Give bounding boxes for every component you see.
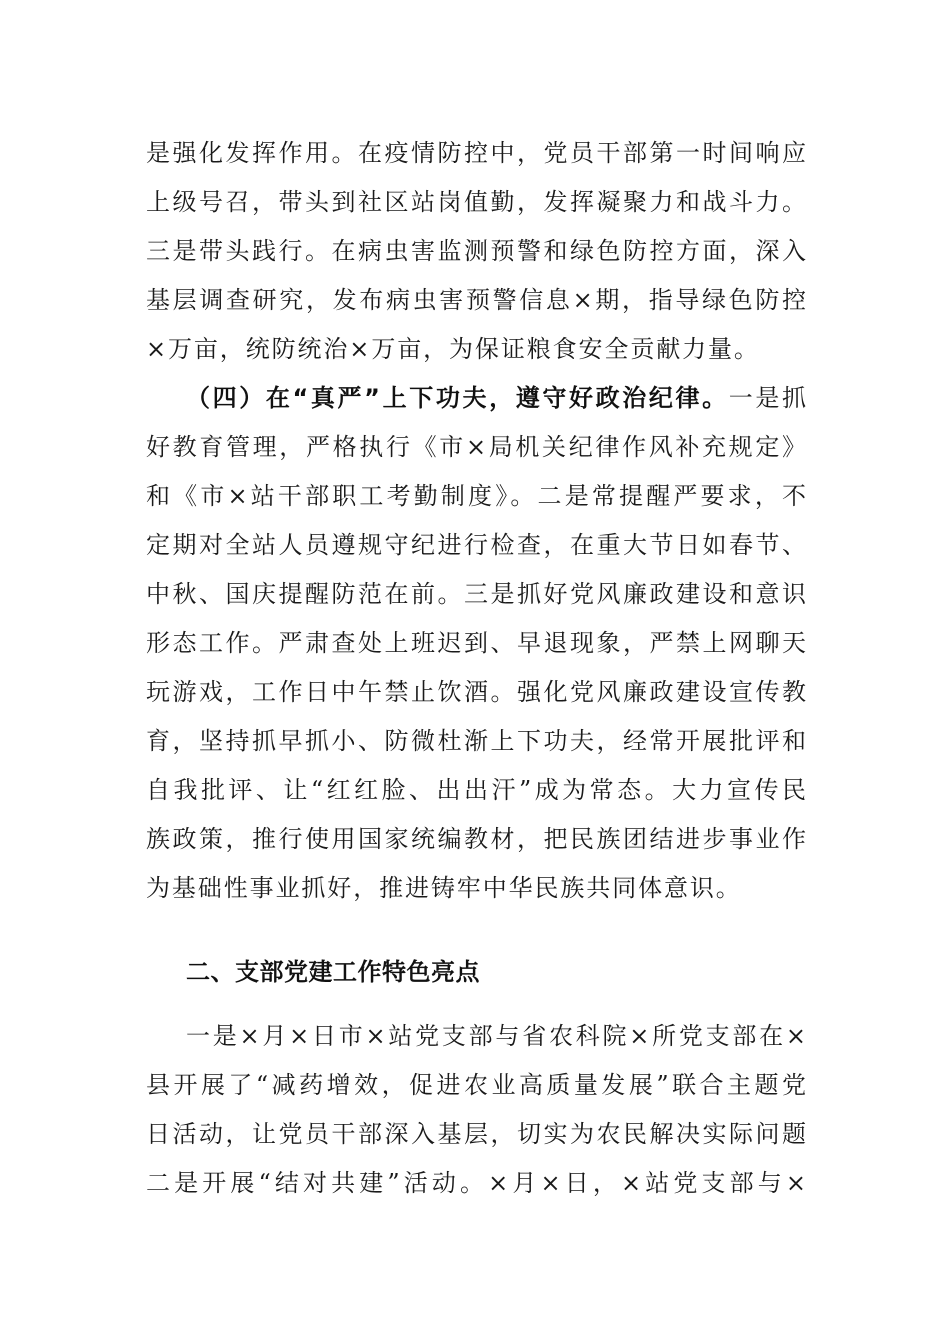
- body-text-line: 和《市×站干部职工考勤制度》。二是常提醒严要求，不: [146, 482, 806, 510]
- body-text-inline: 一是抓: [728, 384, 807, 412]
- body-text-line: 县开展了“减药增效，促进农业高质量发展”联合主题党: [146, 1071, 806, 1099]
- subsection-heading: （四）在“真严”上下功夫，遵守好政治纪律。: [186, 384, 729, 412]
- body-text-line: ×万亩，统防统治×万亩，为保证粮食安全贡献力量。: [146, 335, 760, 363]
- section-heading: 二、支部党建工作特色亮点: [186, 958, 480, 986]
- body-text-line: 日活动，让党员干部深入基层，切实为农民解决实际问题: [146, 1120, 806, 1148]
- body-text-line: 玩游戏，工作日中午禁止饮酒。强化党风廉政建设宣传教: [146, 678, 806, 706]
- body-text-line: 族政策，推行使用国家统编教材，把民族团结进步事业作: [146, 825, 806, 853]
- body-text-line: 定期对全站人员遵规守纪进行检查，在重大节日如春节、: [146, 531, 806, 559]
- body-text-line: 为基础性事业抓好，推进铸牢中华民族共同体意识。: [146, 874, 742, 902]
- body-text-line: 形态工作。严肃查处上班迟到、早退现象，严禁上网聊天: [146, 629, 806, 657]
- body-text-line: 自我批评、让“红红脸、出出汗”成为常态。大力宣传民: [146, 776, 806, 804]
- body-text-line: 上级号召，带头到社区站岗值勤，发挥凝聚力和战斗力。: [146, 188, 806, 216]
- body-text-line: 中秋、国庆提醒防范在前。三是抓好党风廉政建设和意识: [146, 580, 806, 608]
- body-text-line: 基层调查研究，发布病虫害预警信息×期，指导绿色防控: [146, 286, 806, 314]
- subsection-lead-line: [186, 378, 806, 418]
- body-text-line: 育，坚持抓早抓小、防微杜渐上下功夫，经常开展批评和: [146, 727, 806, 755]
- body-text-line: 是强化发挥作用。在疫情防控中，党员干部第一时间响应: [146, 139, 806, 167]
- body-text-line: 好教育管理，严格执行《市×局机关纪律作风补充规定》: [146, 433, 806, 461]
- body-text-line: 二是开展“结对共建”活动。×月×日，×站党支部与×: [146, 1169, 806, 1197]
- body-text-line: 一是×月×日市×站党支部与省农科院×所党支部在×: [186, 1022, 806, 1050]
- body-text-line: 三是带头践行。在病虫害监测预警和绿色防控方面，深入: [146, 237, 806, 265]
